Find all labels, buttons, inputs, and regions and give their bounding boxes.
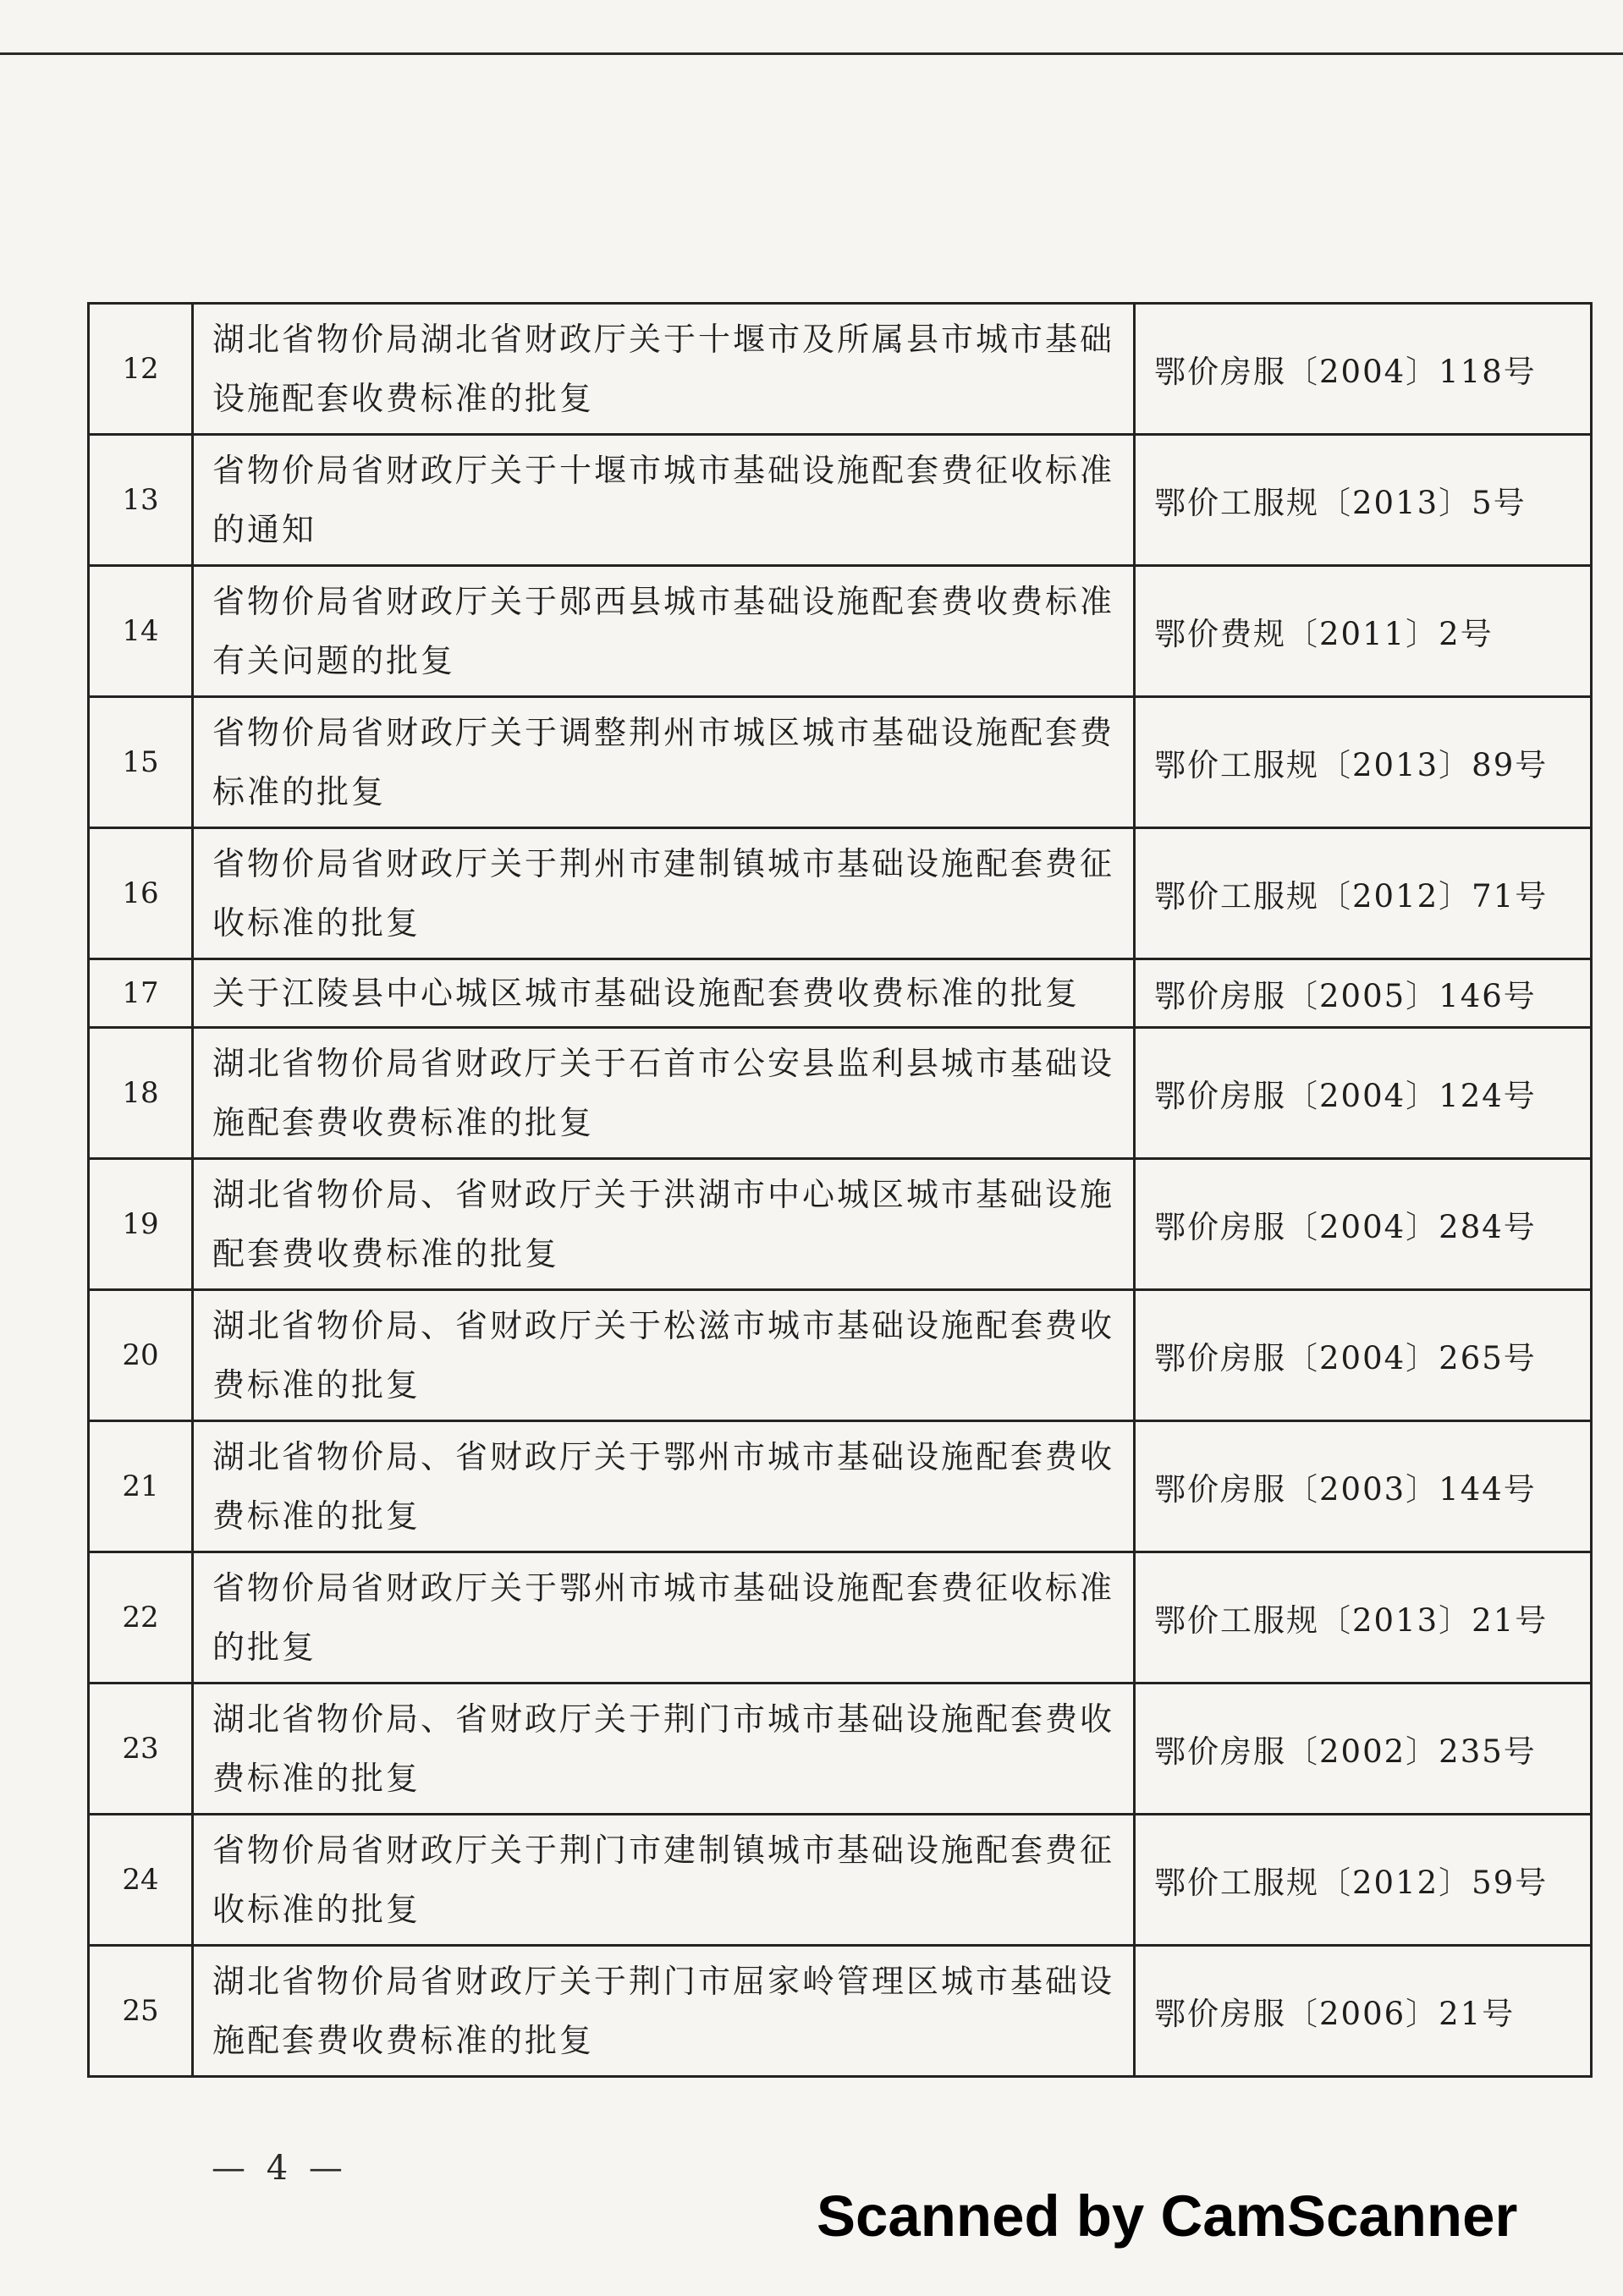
document-number: 鄂价工服规〔2012〕71号 [1135, 828, 1592, 959]
document-title: 湖北省物价局、省财政厅关于松滋市城市基础设施配套费收费标准的批复 [193, 1290, 1135, 1421]
document-number: 鄂价工服规〔2013〕5号 [1135, 435, 1592, 566]
table-row [89, 435, 1592, 566]
document-number: 鄂价房服〔2003〕144号 [1135, 1421, 1592, 1552]
table-row [89, 1552, 1592, 1684]
row-number: 19 [89, 1159, 193, 1290]
table-row [89, 1421, 1592, 1552]
document-title: 省物价局省财政厅关于郧西县城市基础设施配套费收费标准有关问题的批复 [193, 566, 1135, 697]
row-number: 15 [89, 697, 193, 828]
document-number: 鄂价房服〔2006〕21号 [1135, 1946, 1592, 2077]
document-title: 湖北省物价局、省财政厅关于鄂州市城市基础设施配套费收费标准的批复 [193, 1421, 1135, 1552]
document-title: 省物价局省财政厅关于调整荆州市城区城市基础设施配套费标准的批复 [193, 697, 1135, 828]
document-title: 关于江陵县中心城区城市基础设施配套费收费标准的批复 [193, 959, 1135, 1028]
table-row [89, 304, 1592, 435]
document-title: 湖北省物价局、省财政厅关于荆门市城市基础设施配套费收费标准的批复 [193, 1684, 1135, 1815]
document-title: 湖北省物价局省财政厅关于石首市公安县监利县城市基础设施配套费收费标准的批复 [193, 1028, 1135, 1159]
page-number: — 4 — [212, 2149, 348, 2188]
row-number: 14 [89, 566, 193, 697]
document-title: 省物价局省财政厅关于鄂州市城市基础设施配套费征收标准的批复 [193, 1552, 1135, 1684]
row-number: 22 [89, 1552, 193, 1684]
row-number: 16 [89, 828, 193, 959]
row-number: 24 [89, 1815, 193, 1946]
document-number: 鄂价房服〔2005〕146号 [1135, 959, 1592, 1028]
table-row [89, 1815, 1592, 1946]
document-title: 湖北省物价局湖北省财政厅关于十堰市及所属县市城市基础设施配套收费标准的批复 [193, 304, 1135, 435]
row-number: 20 [89, 1290, 193, 1421]
document-number: 鄂价工服规〔2013〕21号 [1135, 1552, 1592, 1684]
table-row [89, 1290, 1592, 1421]
table-row [89, 566, 1592, 697]
document-number: 鄂价房服〔2004〕124号 [1135, 1028, 1592, 1159]
row-number: 12 [89, 304, 193, 435]
document-title: 省物价局省财政厅关于荆门市建制镇城市基础设施配套费征收标准的批复 [193, 1815, 1135, 1946]
table-row [89, 1946, 1592, 2077]
table-row [89, 697, 1592, 828]
table-row [89, 1684, 1592, 1815]
row-number: 21 [89, 1421, 193, 1552]
row-number: 23 [89, 1684, 193, 1815]
document-table [87, 302, 1593, 2078]
document-number: 鄂价费规〔2011〕2号 [1135, 566, 1592, 697]
row-number: 18 [89, 1028, 193, 1159]
document-number: 鄂价工服规〔2012〕59号 [1135, 1815, 1592, 1946]
row-number: 25 [89, 1946, 193, 2077]
document-number: 鄂价房服〔2004〕265号 [1135, 1290, 1592, 1421]
table-row [89, 828, 1592, 959]
table-row [89, 1159, 1592, 1290]
document-title: 省物价局省财政厅关于十堰市城市基础设施配套费征收标准的通知 [193, 435, 1135, 566]
row-number: 17 [89, 959, 193, 1028]
document-number: 鄂价房服〔2002〕235号 [1135, 1684, 1592, 1815]
document-number: 鄂价房服〔2004〕284号 [1135, 1159, 1592, 1290]
document-title: 湖北省物价局、省财政厅关于洪湖市中心城区城市基础设施配套费收费标准的批复 [193, 1159, 1135, 1290]
scanner-watermark: Scanned by CamScanner [817, 2183, 1518, 2249]
row-number: 13 [89, 435, 193, 566]
document-title: 省物价局省财政厅关于荆州市建制镇城市基础设施配套费征收标准的批复 [193, 828, 1135, 959]
document-number: 鄂价房服〔2004〕118号 [1135, 304, 1592, 435]
table-row [89, 959, 1592, 1028]
document-title: 湖北省物价局省财政厅关于荆门市屈家岭管理区城市基础设施配套费收费标准的批复 [193, 1946, 1135, 2077]
document-number: 鄂价工服规〔2013〕89号 [1135, 697, 1592, 828]
table-row [89, 1028, 1592, 1159]
header-rule [0, 52, 1623, 55]
